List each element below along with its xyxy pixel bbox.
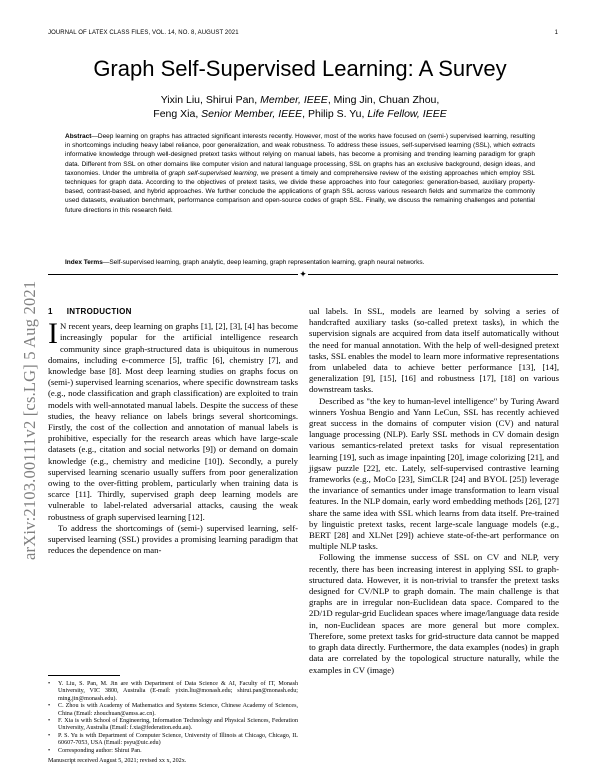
index-terms-label: Index Terms [65, 259, 103, 266]
running-header [48, 30, 558, 36]
author-line-2: Feng Xia, Senior Member, IEEE, Philip S. Yu, Life Fellow, IEEE [153, 108, 447, 120]
footnote-item: • P. S. Yu is with Department of Computer Science, University of Illinois at Chicago, Chicago, IL 60607-7053, USA (Email: psyu@uic.edu) [48, 732, 298, 747]
arxiv-stamp[interactable]: arXiv:2103.00111v2 [cs.LG] 5 Aug 2021 [20, 280, 39, 560]
section-heading: 1 INTRODUCTION [48, 307, 132, 316]
separator-diamond-icon: ✦ [299, 269, 307, 279]
author-line-1: Yixin Liu, Shirui Pan, Member, IEEE, Ming Jin, Chuan Zhou, [160, 94, 440, 106]
intro-paragraph-2: To address the shortcomings of (semi-) supervised learning, self-supervised learning (SSL) provides a promising learning paradigm that reduces the dependence on man- [48, 522, 298, 556]
intro-paragraph-4: Described as "the key to human-level intelligence" by Turing Award winners Yoshua Bengio and Yann LeCun, SSL has recently achieved great success in the domains of computer vision (CV) and natural language processing (NLP). Early SSL methods in CV domain design various semantics-related pretext tasks for visual representation learning [19], such as image inpainting [20], image colorizing [21], and jigsaw puzzle [22], etc. Lately, self-supervised contrastive learning frameworks (e.g., MoCo [23], SimCLR [24] and BYOL [25]) leverage the invariance of semantics under image transformation to learn visual features. In the NLP domain, early word embedding methods [26], [27] share the same idea with SSL which learns from data itself. Pre-trained by linguistic pretext tasks, recent large-scale language models (e.g., BERT [28] and XLNet [29]) achieve state-of-the-art performance on multiple NLP tasks. [309, 395, 559, 552]
section-separator [48, 270, 558, 280]
intro-paragraph-5: Following the immense success of SSL on CV and NLP, very recently, there has been increasing interest in applying SSL to graph-structured data. However, it is non-trivial to transfer the pretext tasks designed for CV/NLP to graph domain. The main challenge is that graphs are in irregular non-Euclidean data space. Compared to the 2D/1D regular-grid Euclidean spaces where image/language data reside in, non-Euclidean spaces are more general but more complex. Therefore, some pretext tasks for grid-structure data cannot be mapped to graph data directly. Furthermore, the data examples (nodes) in graph data are correlated by the topological structure naturally, while the examples in CV (image) [309, 552, 559, 675]
manuscript-note: Manuscript received August 5, 2021; revised xx x, 202x. [48, 758, 187, 765]
author-block [0, 93, 600, 121]
footnote-item: • F. Xia is with School of Engineering, Information Technology and Physical Sciences, Federation University, Australia (Email: f.xia@federation.edu.au). [48, 718, 298, 732]
footnotes [48, 675, 298, 765]
footnote-item: • Y. Liu, S. Pan, M. Jin are with Department of Data Science & AI, Faculty of IT, Monash University, VIC 3800, Australia (E-mail: yixin.liu@monash.edu; shirui.pan@monash.edu; ming.jin@monash.edu). [48, 681, 298, 702]
footnote-item: • C. Zhou is with Academy of Mathematics and Systems Science, Chinese Academy of Sciences, China (Email: zhouchuan@amss.ac.cn). [48, 703, 298, 717]
footnote-rule [48, 675, 120, 676]
journal-header: JOURNAL OF LATEX CLASS FILES, VOL. 14, NO. 8, AUGUST 2021 [48, 30, 239, 36]
abstract: Abstract—Deep learning on graphs has attracted significant interests recently. However, most of the works have focused on (semi-) supervised learning, resulting in shortcomings including heavy label reliance, poor generalization, and weak robustness. To address these issues, self-supervised learning (SSL), which extracts informative knowledge through well-designed pretext tasks without relying on manual labels, has become a promising and trending learning paradigm for graph data. Different from SSL on other domains like computer vision and natural language processing, SSL on graphs has an exclusive background, design ideas, and taxonomies. Under the umbrella of graph self-supervised learning, we present a timely and comprehensive review of the existing approaches which employ SSL techniques for graph data. According to the objectives of pretext tasks, we divide these approaches into four categories: generation-based, auxiliary property-based, contrast-based, and hybrid approaches. We further conclude the applications of graph SSL across various research fields and summarize the commonly used datasets, evaluation benchmark, performance comparison and open-source codes of graph SSL. Finally, we discuss the remaining challenges and potential future directions in this research field. [65, 133, 536, 214]
paper-title: Graph Self-Supervised Learning: A Survey [93, 56, 507, 81]
index-terms: Index Terms—Self-supervised learning, graph analytic, deep learning, graph representation learning, graph neural networks. [65, 259, 425, 266]
right-column [309, 306, 559, 676]
left-column [48, 306, 298, 556]
page-number: 1 [554, 30, 558, 36]
footnote-item: • Corresponding author: Shirui Pan. [48, 747, 142, 754]
intro-paragraph-1: I N recent years, deep learning on graphs [1], [2], [3], [4] has become increasingly popular for the artificial intelligence research community since graph-structured data is ubiquitous in numerous domains, including e-commerce [5], traffic [6], chemistry [7], and knowledge base [8]. Most deep learning studies on graphs focus on (semi-) supervised learning scenarios, where specific downstream tasks (e.g., node classification and graph classification) are exploited to train models with well-annotated manual labels. Despite the success of these studies, the heavy reliance on labels brings several shortcomings. Firstly, the cost of the collection and annotation of manual labels is prohibitive, especially for the research areas which have large-scale datasets (e.g., citation and social networks [9]) or demand on domain knowledge (e.g., chemistry and medicine [10]). Secondly, a purely supervised learning scenario usually suffers from poor generalization owing to the over-fitting problem, particularly when training data is scarce [11]. Thirdly, supervised graph deep learning models are vulnerable to label-related adversarial attacks, causing the weak robustness of graph supervised learning [12]. [48, 317, 298, 522]
drop-cap: I [48, 317, 58, 351]
abstract-label: Abstract [65, 133, 92, 140]
intro-paragraph-3: ual labels. In SSL, models are learned by solving a series of handcrafted auxiliary tasks (so-called pretext tasks), in which the supervision signals are acquired from data itself automatically without the need for manual annotation. With the help of well-designed pretext tasks, SSL enables the model to learn more informative representations from unlabeled data to achieve better performance [13], [14], generalization [9], [15], [16] and robustness [17], [18] on various downstream tasks. [309, 306, 559, 395]
